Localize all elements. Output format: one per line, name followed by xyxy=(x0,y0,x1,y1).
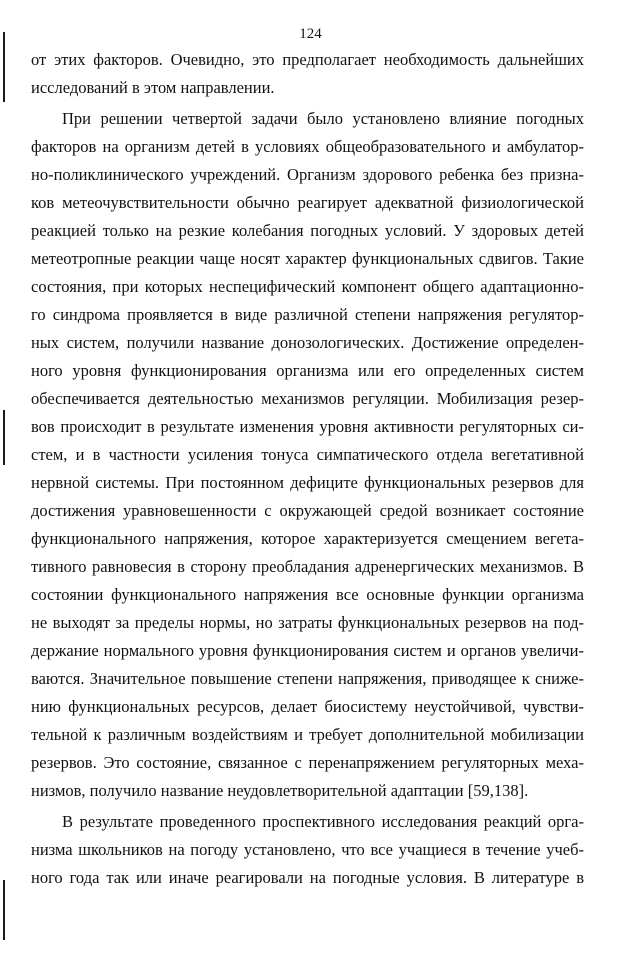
paragraph-start-line: При решении четвертой задачи было установлено влияние погодных xyxy=(62,109,584,128)
text-line: ных систем, получили название донозологических. Достижение определен- xyxy=(31,333,584,352)
page-number: 124 xyxy=(299,26,322,42)
text-line: го синдрома проявляется в виде различной степени напряжения регулятор- xyxy=(31,305,584,324)
text-line: ваются. Значительное повышение степени напряжения, приводящее к сниже- xyxy=(31,669,584,688)
text-line: не выходят за пределы нормы, но затраты функциональных резервов на под- xyxy=(31,613,584,632)
text-line: ного уровня функционирования организма или его определенных систем xyxy=(31,361,584,380)
text-line: стем, и в частности усиления тонуса симпатического отдела вегетативной xyxy=(31,445,584,464)
text-line: низмов, получило название неудовлетворительной адаптации [59,138]. xyxy=(31,781,529,800)
text-line: нервной системы. При постоянном дефиците функциональных резервов для xyxy=(31,473,584,492)
text-line: состояния, при которых неспецифический компонент общего адаптационно- xyxy=(31,277,584,296)
text-line: тивного равновесия в сторону преобладания адренергических механизмов. В xyxy=(31,557,584,576)
text-line: метеотропные реакции чаще носят характер функциональных сдвигов. Такие xyxy=(31,249,584,268)
text-line: ков метеочувствительности обычно реагирует адекватной физиологической xyxy=(31,193,584,212)
paragraph-start-line: В результате проведенного проспективного исследования реакций орга- xyxy=(62,812,584,831)
text-line: функционального напряжения, которое характеризуется смещением вегета- xyxy=(31,529,584,548)
text-line: достижения уравновешенности с окружающей средой возникает состояние xyxy=(31,501,584,520)
text-line: от этих факторов. Очевидно, это предполагает необходимость дальнейших xyxy=(31,50,584,69)
text-line: обеспечивается деятельностью механизмов регуляции. Мобилизация резер- xyxy=(31,389,584,408)
text-line: реакцией только на резкие колебания погодных условий. У здоровых детей xyxy=(31,221,584,240)
scan-edge-mark xyxy=(3,410,5,465)
text-line: нию функциональных ресурсов, делает биосистему неустойчивой, чувстви- xyxy=(31,697,584,716)
text-line: состоянии функционального напряжения все основные функции организма xyxy=(31,585,584,604)
text-line: исследований в этом направлении. xyxy=(31,78,275,97)
text-line: факторов на организм детей в условиях общеобразовательного и амбулатор- xyxy=(31,137,584,156)
text-line: вов происходит в результате изменения уровня активности регуляторных си- xyxy=(31,417,584,436)
text-line: низма школьников на погоду установлено, что все учащиеся в течение учеб- xyxy=(31,840,584,859)
text-line: но-поликлинического учреждений. Организм здорового ребенка без призна- xyxy=(31,165,584,184)
text-line: тельной к различным воздействиям и требует дополнительной мобилизации xyxy=(31,725,584,744)
text-line: резервов. Это состояние, связанное с перенапряжением регуляторных меха- xyxy=(31,753,584,772)
scan-edge-mark xyxy=(3,880,5,940)
text-line: ного года так или иначе реагировали на погодные условия. В литературе в xyxy=(31,868,584,887)
text-line: держание нормального уровня функционирования систем и органов увеличи- xyxy=(31,641,584,660)
